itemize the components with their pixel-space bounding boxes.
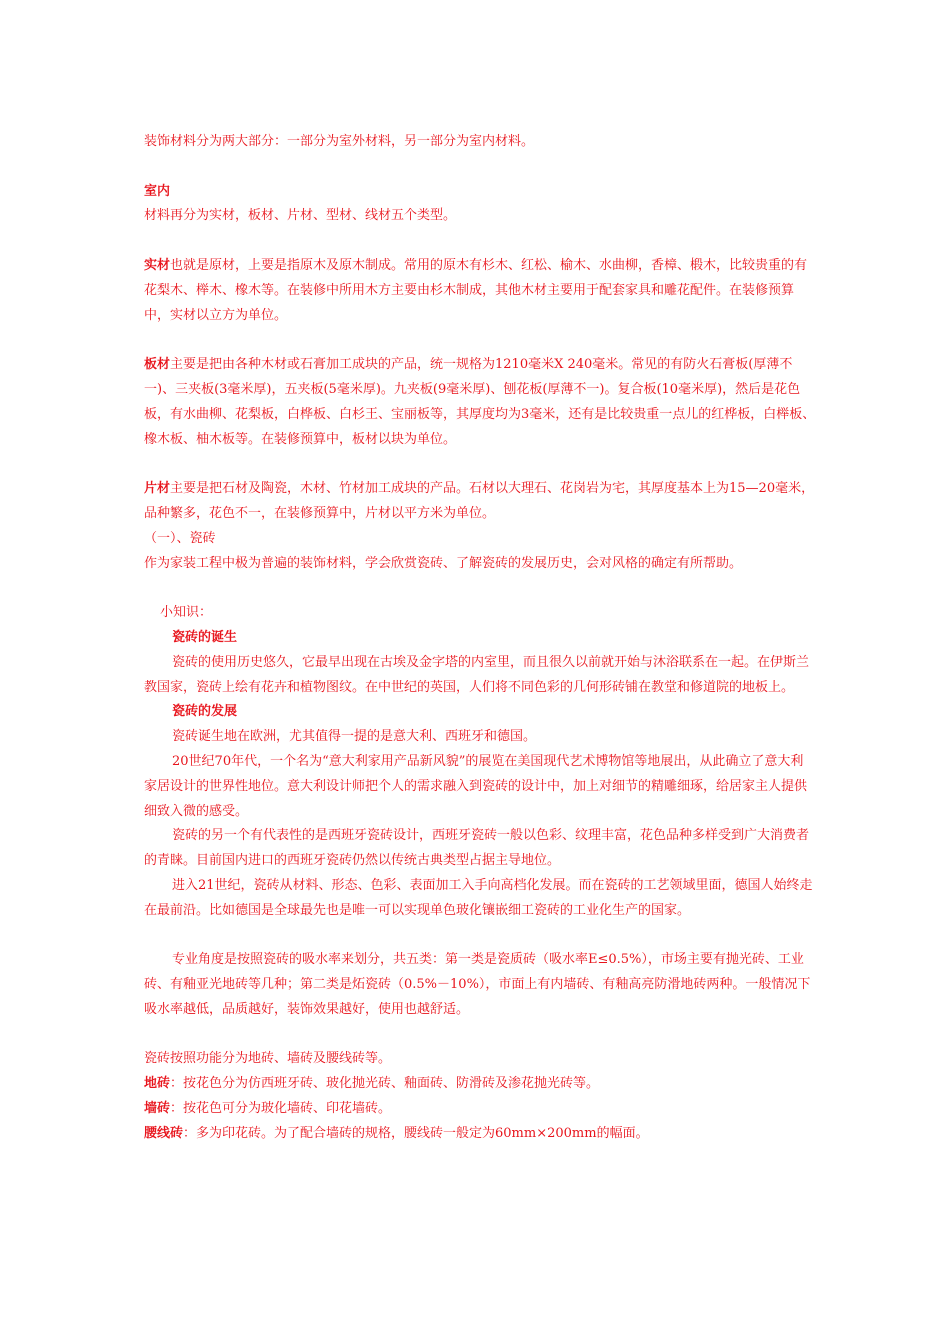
sheet-subheading: （一）、瓷砖 <box>144 530 216 546</box>
waist-tile-text: ：多为印花砖。为了配合墙砖的规格，腰线砖一般定为60mm×200mm的幅面。 <box>183 1125 649 1141</box>
floor-tile-line <box>144 1072 816 1097</box>
solid-paragraph <box>144 254 816 328</box>
spacer <box>144 155 816 180</box>
spacer <box>144 576 816 601</box>
sheet-description: 作为家装工程中极为普遍的装饰材料，学会欣赏瓷砖、了解瓷砖的发展历史，会对风格的确定有所帮助。 <box>144 555 743 571</box>
spacer <box>144 1023 816 1048</box>
development-paragraph-4: 进入21世纪，瓷砖从材料、形态、色彩、表面加工入手向高档化发展。而在瓷砖的工艺领域里面，德国人始终走在最前沿。比如德国是全球最先也是唯一可以实现单色玻化镶嵌细工瓷砖的工业化生产的国家。 <box>144 877 813 918</box>
floor-tile-text: ：按花色分为仿西班牙砖、玻化抛光砖、釉面砖、防滑砖及渗花抛光砖等。 <box>170 1076 600 1092</box>
wall-tile-line <box>144 1097 816 1122</box>
wall-tile-text: ：按花色可分为玻化墙砖、印花墙砖。 <box>170 1101 392 1117</box>
development-title: 瓷砖的发展 <box>172 704 238 720</box>
board-term: 板材 <box>144 357 171 373</box>
board-paragraph <box>144 353 816 452</box>
birth-paragraph: 瓷砖的使用历史悠久，它最早出现在古埃及金字塔的内室里，而且很久以前就开始与沐浴联系在一起。在伊斯兰教国家，瓷砖上绘有花卉和植物图纹。在中世纪的英国，人们将不同色彩的几何形砖铺在教堂和修道院的地板上。 <box>144 654 810 695</box>
sheet-text: 主要是把石材及陶瓷，木材、竹材加工成块的产品。石材以大理石、花岗岩为宅，其厚度基本上为15—20毫米，品种繁多，花色不一，在装修预算中，片材以平方米为单位。 <box>144 481 815 521</box>
waist-tile-term: 腰线砖 <box>144 1125 184 1141</box>
sheet-term: 片材 <box>144 481 171 497</box>
development-paragraph-3: 瓷砖的另一个有代表性的是西班牙瓷砖设计，西班牙瓷砖一般以色彩、纹理丰富，花色品种多样受到广大消费者的青睐。目前国内进口的西班牙瓷砖仍然以传统古典类型占据主导地位。 <box>144 828 810 869</box>
indoor-heading: 室内 <box>144 183 171 199</box>
spacer <box>144 229 816 254</box>
solid-term: 实材 <box>144 257 171 273</box>
birth-title: 瓷砖的诞生 <box>172 629 238 645</box>
indoor-paragraph: 材料再分为实材，板材、片材、型材、线材五个类型。 <box>144 208 457 224</box>
development-paragraph-2: 20世纪70年代，一个名为“意大利家用产品新风貌”的展览在美国现代艺术博物馆等地展出，从此确立了意大利家居设计的世界性地位。意大利设计师把个人的需求融入到瓷砖的设计中，加上对细节的精雕细琢，给居家主人提供细致入微的感受。 <box>144 753 808 819</box>
function-intro: 瓷砖按照功能分为地砖、墙砖及腰线砖等。 <box>144 1051 392 1067</box>
spacer <box>144 328 816 353</box>
spacer <box>144 924 816 949</box>
waist-tile-line <box>144 1122 816 1147</box>
wall-tile-term: 墙砖 <box>144 1101 171 1117</box>
floor-tile-term: 地砖 <box>144 1076 171 1092</box>
board-text: 主要是把由各种木材或石膏加工成块的产品，统一规格为1210毫米X 240毫米。常见的有防火石膏板(厚薄不一)、三夹板(3毫米厚)，五夹板(5毫米厚)。九夹板(9毫米厚)、刨花板(厚薄不一)。复合板(10毫米厚)，然后是花色板，有水曲柳、花梨板，白桦板、白杉王、宝丽板等，其厚度均为3毫米，还有是比较贵重一点儿的红桦板，白榉板、橡木板、柚木板等。在装修预算中，板材以块为单位。 <box>144 357 816 447</box>
development-paragraph-1: 瓷砖诞生地在欧洲，尤其值得一提的是意大利、西班牙和德国。 <box>172 729 537 745</box>
professional-paragraph: 专业角度是按照瓷砖的吸水率来划分，共五类：第一类是瓷质砖（吸水率E≤0.5%），市场主要有抛光砖、工业砖、有釉亚光地砖等几种；第二类是炻瓷砖（0.5%－10%），市面上有内墙砖、有釉高亮防滑地砖两种。一般情况下吸水率越低，品质越好，装饰效果越好，使用也越舒适。 <box>144 952 811 1017</box>
solid-text: 也就是原材，上要是指原木及原木制成。常用的原木有杉木、红松、榆木、水曲柳，香樟、椴木，比较贵重的有花梨木、榉木、橡木等。在装修中所用木方主要由杉木制成，其他木材主要用于配套家具和雕花配件。在装修预算中，实材以立方为单位。 <box>144 257 808 323</box>
document-body <box>144 130 816 1147</box>
sheet-paragraph <box>144 477 816 527</box>
spacer <box>144 452 816 477</box>
knowledge-label: 小知识： <box>160 605 213 621</box>
intro-paragraph: 装饰材料分为两大部分：一部分为室外材料，另一部分为室内材料。 <box>144 134 535 149</box>
